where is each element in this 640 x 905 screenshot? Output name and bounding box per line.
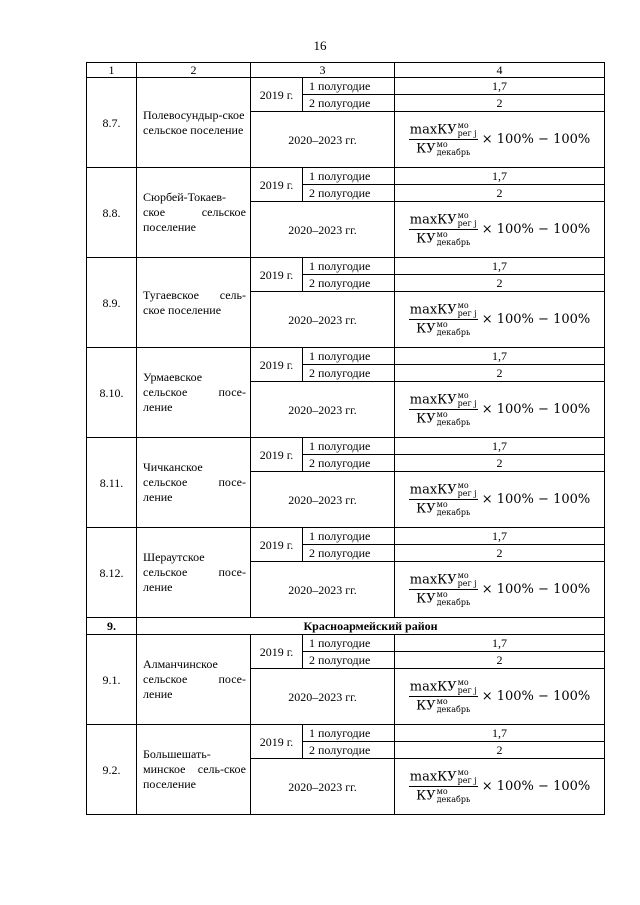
formula-denominator — [416, 697, 470, 714]
formula-den-sub: декабрь — [436, 328, 471, 337]
period-cell: 2020–2023 гг. — [251, 112, 395, 168]
formula-den-indices — [437, 141, 471, 157]
formula-cell — [395, 472, 605, 528]
formula-fraction — [409, 392, 478, 427]
row-number: 8.12. — [87, 528, 137, 618]
period-cell: 2020–2023 гг. — [251, 472, 395, 528]
header-row — [87, 63, 605, 78]
formula-den-sup: мо — [436, 410, 448, 419]
half-year-2: 2 полугодие — [303, 185, 395, 202]
half-year-2: 2 полугодие — [303, 455, 395, 472]
settlement-name: Алманчинское сельское посе-ление — [137, 635, 251, 725]
formula-num-sub: рег j — [457, 579, 477, 588]
value-half-1: 1,7 — [395, 725, 605, 742]
row-number: 8.8. — [87, 168, 137, 258]
formula-num-indices — [458, 212, 477, 228]
value-half-2: 2 — [395, 95, 605, 112]
formula-den-indices — [437, 321, 471, 337]
formula-den-sup: мо — [436, 320, 448, 329]
half-year-1: 1 полугодие — [303, 78, 395, 95]
formula-fraction — [409, 482, 478, 517]
formula-fraction — [409, 212, 478, 247]
formula-num-sub: рег j — [457, 399, 477, 408]
period-cell: 2020–2023 гг. — [251, 382, 395, 438]
formula-den-sub: декабрь — [436, 148, 471, 157]
formula-num-sup: мо — [457, 121, 469, 130]
value-half-2: 2 — [395, 275, 605, 292]
section-number: 9. — [87, 618, 137, 635]
formula-tail: × 100% − 100% — [481, 311, 591, 327]
formula-fraction — [409, 679, 478, 714]
settlement-name: Урмаевское сельское посе-ление — [137, 348, 251, 438]
formula-num-sub: рег j — [457, 776, 477, 785]
year-cell: 2019 г. — [251, 258, 303, 292]
settlement-name: Полевосундыр-ское сельское поселение — [137, 78, 251, 168]
formula-tail: × 100% − 100% — [481, 131, 591, 147]
formula-num-sup: мо — [457, 391, 469, 400]
settlement-name: Большешать-минское сель-ское поселение — [137, 725, 251, 815]
formula-denominator — [416, 787, 470, 804]
growth-formula — [397, 769, 602, 804]
half-year-1: 1 полугодие — [303, 438, 395, 455]
formula-den-main: КУ — [416, 321, 436, 337]
formula-num-indices — [458, 572, 477, 588]
formula-cell — [395, 202, 605, 258]
settlement-name: Шераутское сельское посе-ление — [137, 528, 251, 618]
formula-cell — [395, 669, 605, 725]
formula-denominator — [416, 410, 470, 427]
formula-den-sup: мо — [436, 230, 448, 239]
formula-den-indices — [437, 788, 471, 804]
header-col-3: 3 — [251, 63, 395, 78]
formula-cell — [395, 562, 605, 618]
formula-num-main: maxКУ — [409, 769, 457, 785]
growth-formula — [397, 302, 602, 337]
formula-den-main: КУ — [416, 788, 436, 804]
growth-formula — [397, 392, 602, 427]
row-number: 8.10. — [87, 348, 137, 438]
row-number: 8.11. — [87, 438, 137, 528]
formula-num-indices — [458, 122, 477, 138]
value-half-1: 1,7 — [395, 528, 605, 545]
formula-tail: × 100% − 100% — [481, 491, 591, 507]
formula-cell — [395, 759, 605, 815]
settlement-name: Чичканское сельское посе-ление — [137, 438, 251, 528]
period-cell: 2020–2023 гг. — [251, 562, 395, 618]
half-year-2: 2 полугодие — [303, 95, 395, 112]
growth-formula — [397, 482, 602, 517]
settlement-name: Тугаевское сель-ское поселение — [137, 258, 251, 348]
formula-num-sub: рег j — [457, 309, 477, 318]
row-number: 8.9. — [87, 258, 137, 348]
formula-fraction — [409, 122, 478, 157]
formula-den-main: КУ — [416, 501, 436, 517]
formula-denominator — [416, 500, 470, 517]
value-half-2: 2 — [395, 365, 605, 382]
formula-num-sup: мо — [457, 768, 469, 777]
value-half-2: 2 — [395, 742, 605, 759]
formula-den-sup: мо — [436, 590, 448, 599]
formula-den-indices — [437, 591, 471, 607]
formula-den-sup: мо — [436, 697, 448, 706]
formula-num-main: maxКУ — [409, 679, 457, 695]
value-half-1: 1,7 — [395, 438, 605, 455]
formula-numerator — [409, 482, 478, 500]
formula-cell — [395, 292, 605, 348]
formula-num-main: maxКУ — [409, 482, 457, 498]
page-number: 16 — [313, 38, 327, 53]
formula-num-sub: рег j — [457, 686, 477, 695]
formula-num-indices — [458, 679, 477, 695]
section-row — [87, 618, 605, 635]
formula-denominator — [416, 590, 470, 607]
value-half-1: 1,7 — [395, 168, 605, 185]
formula-den-sub: декабрь — [436, 598, 471, 607]
formula-num-indices — [458, 769, 477, 785]
formula-num-indices — [458, 482, 477, 498]
tariff-table — [86, 62, 605, 815]
value-half-1: 1,7 — [395, 348, 605, 365]
formula-den-main: КУ — [416, 411, 436, 427]
half-year-1: 1 полугодие — [303, 258, 395, 275]
formula-denominator — [416, 140, 470, 157]
formula-denominator — [416, 230, 470, 247]
half-year-1: 1 полугодие — [303, 635, 395, 652]
formula-den-indices — [437, 411, 471, 427]
formula-num-sup: мо — [457, 301, 469, 310]
formula-fraction — [409, 302, 478, 337]
formula-fraction — [409, 572, 478, 607]
value-half-2: 2 — [395, 545, 605, 562]
growth-formula — [397, 679, 602, 714]
half-year-1: 1 полугодие — [303, 725, 395, 742]
formula-den-sub: декабрь — [436, 508, 471, 517]
formula-numerator — [409, 122, 478, 140]
period-cell: 2020–2023 гг. — [251, 669, 395, 725]
half-year-1: 1 полугодие — [303, 528, 395, 545]
table-row — [87, 528, 605, 545]
formula-den-indices — [437, 231, 471, 247]
row-number: 9.2. — [87, 725, 137, 815]
formula-cell — [395, 382, 605, 438]
table-row — [87, 168, 605, 185]
half-year-1: 1 полугодие — [303, 168, 395, 185]
half-year-2: 2 полугодие — [303, 545, 395, 562]
formula-num-sup: мо — [457, 481, 469, 490]
formula-fraction — [409, 769, 478, 804]
formula-den-main: КУ — [416, 141, 436, 157]
formula-tail: × 100% − 100% — [481, 581, 591, 597]
value-half-1: 1,7 — [395, 78, 605, 95]
formula-den-sup: мо — [436, 140, 448, 149]
header-col-4: 4 — [395, 63, 605, 78]
growth-formula — [397, 572, 602, 607]
formula-num-sub: рег j — [457, 489, 477, 498]
table-row — [87, 725, 605, 742]
formula-num-sup: мо — [457, 211, 469, 220]
formula-den-sup: мо — [436, 500, 448, 509]
formula-tail: × 100% − 100% — [481, 778, 591, 794]
year-cell: 2019 г. — [251, 438, 303, 472]
period-cell: 2020–2023 гг. — [251, 292, 395, 348]
formula-num-sup: мо — [457, 678, 469, 687]
formula-den-sub: декабрь — [436, 795, 471, 804]
formula-den-main: КУ — [416, 698, 436, 714]
formula-num-main: maxКУ — [409, 122, 457, 138]
formula-numerator — [409, 769, 478, 787]
formula-num-sub: рег j — [457, 129, 477, 138]
formula-num-main: maxКУ — [409, 302, 457, 318]
formula-cell — [395, 112, 605, 168]
formula-num-indices — [458, 302, 477, 318]
value-half-2: 2 — [395, 185, 605, 202]
formula-den-sub: декабрь — [436, 418, 471, 427]
formula-den-indices — [437, 698, 471, 714]
formula-num-sub: рег j — [457, 219, 477, 228]
year-cell: 2019 г. — [251, 635, 303, 669]
half-year-2: 2 полугодие — [303, 365, 395, 382]
half-year-2: 2 полугодие — [303, 275, 395, 292]
formula-numerator — [409, 572, 478, 590]
period-cell: 2020–2023 гг. — [251, 759, 395, 815]
formula-num-main: maxКУ — [409, 212, 457, 228]
table-row — [87, 348, 605, 365]
year-cell: 2019 г. — [251, 78, 303, 112]
formula-denominator — [416, 320, 470, 337]
half-year-2: 2 полугодие — [303, 742, 395, 759]
table-row — [87, 258, 605, 275]
formula-den-sub: декабрь — [436, 705, 471, 714]
value-half-1: 1,7 — [395, 635, 605, 652]
formula-den-indices — [437, 501, 471, 517]
section-title: Красноармейский район — [137, 618, 605, 635]
table-row — [87, 78, 605, 95]
formula-num-main: maxКУ — [409, 572, 457, 588]
formula-num-indices — [458, 392, 477, 408]
growth-formula — [397, 212, 602, 247]
table-row — [87, 438, 605, 455]
formula-numerator — [409, 212, 478, 230]
row-number: 8.7. — [87, 78, 137, 168]
row-number: 9.1. — [87, 635, 137, 725]
value-half-2: 2 — [395, 652, 605, 669]
half-year-1: 1 полугодие — [303, 348, 395, 365]
year-cell: 2019 г. — [251, 168, 303, 202]
value-half-1: 1,7 — [395, 258, 605, 275]
table-row — [87, 635, 605, 652]
formula-den-sup: мо — [436, 787, 448, 796]
growth-formula — [397, 122, 602, 157]
formula-tail: × 100% − 100% — [481, 688, 591, 704]
header-col-1: 1 — [87, 63, 137, 78]
year-cell: 2019 г. — [251, 725, 303, 759]
value-half-2: 2 — [395, 455, 605, 472]
formula-den-main: КУ — [416, 591, 436, 607]
settlement-name: Сюрбей-Токаев-ское сельское поселение — [137, 168, 251, 258]
formula-num-sup: мо — [457, 571, 469, 580]
period-cell: 2020–2023 гг. — [251, 202, 395, 258]
formula-tail: × 100% − 100% — [481, 401, 591, 417]
formula-den-main: КУ — [416, 231, 436, 247]
formula-numerator — [409, 679, 478, 697]
formula-tail: × 100% − 100% — [481, 221, 591, 237]
header-col-2: 2 — [137, 63, 251, 78]
formula-numerator — [409, 302, 478, 320]
year-cell: 2019 г. — [251, 528, 303, 562]
year-cell: 2019 г. — [251, 348, 303, 382]
half-year-2: 2 полугодие — [303, 652, 395, 669]
formula-den-sub: декабрь — [436, 238, 471, 247]
formula-numerator — [409, 392, 478, 410]
formula-num-main: maxКУ — [409, 392, 457, 408]
